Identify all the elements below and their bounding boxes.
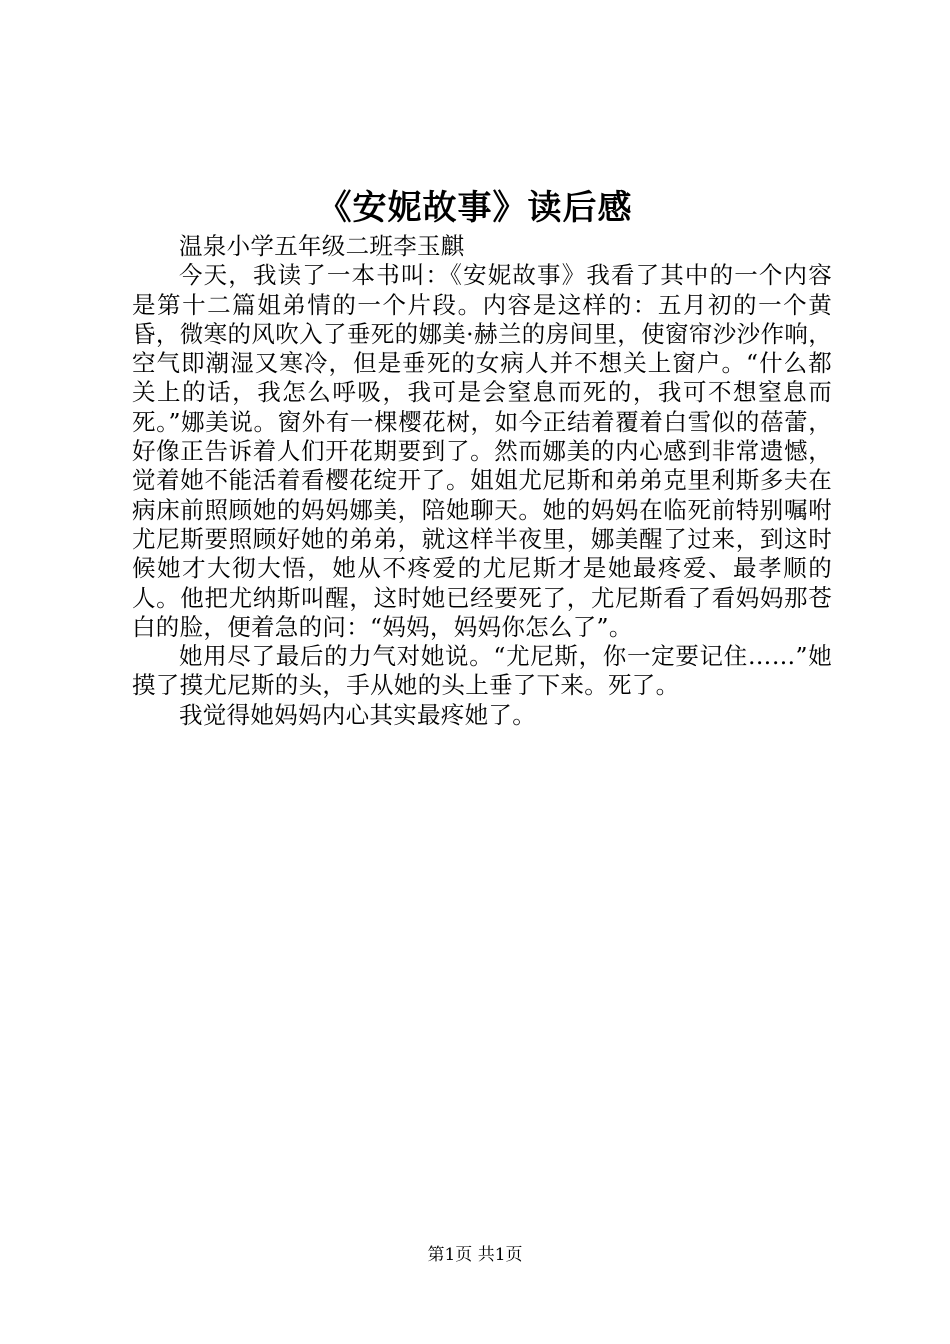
body-paragraph: 今天，我读了一本书叫：《安妮故事》我看了其中的一个内容是第十二篇姐弟情的一个片段。内容是这样的：五月初的一个黄昏，微寒的风吹入了垂死的娜美·赫兰的房间里，使窗帘沙沙作响，空气即潮湿又寒冷，但是垂死的女病人并不想关上窗户。“什么都关上的话，我怎么呼吸，我可是会窒息而死的，我可不想窒息而死。”娜美说。窗外有一棵樱花树，如今正结着覆着白雪似的蓓蕾，好像正告诉着人们开花期要到了。然而娜美的内心感到非常遗憾，觉着她不能活着看樱花绽开了。姐姐尤尼斯和弟弟克里利斯多夫在病床前照顾她的妈妈娜美，陪她聊天。她的妈妈在临死前特别嘱咐尤尼斯要照顾好她的弟弟，就这样半夜里，娜美醒了过来，到这时候她才大彻大悟，她从不疼爱的尤尼斯才是她最疼爱、最孝顺的人。他把尤纳斯叫醒，这时她已经要死了，尤尼斯看了看妈妈那苍白的脸，便着急的问：“妈妈，妈妈你怎么了”。: [132, 261, 832, 641]
document-body: [132, 232, 832, 730]
author-line: 温泉小学五年级二班李玉麒: [179, 232, 465, 260]
body-paragraph: 我觉得她妈妈内心其实最疼她了。: [179, 700, 536, 729]
body-paragraph: 她用尽了最后的力气对她说。“尤尼斯，你一定要记住……”她摸了摸尤尼斯的头，手从她的头上垂了下来。死了。: [132, 642, 832, 700]
page-footer: 第1页 共1页: [427, 1245, 523, 1265]
document-title: 《安妮故事》读后感: [317, 188, 633, 228]
